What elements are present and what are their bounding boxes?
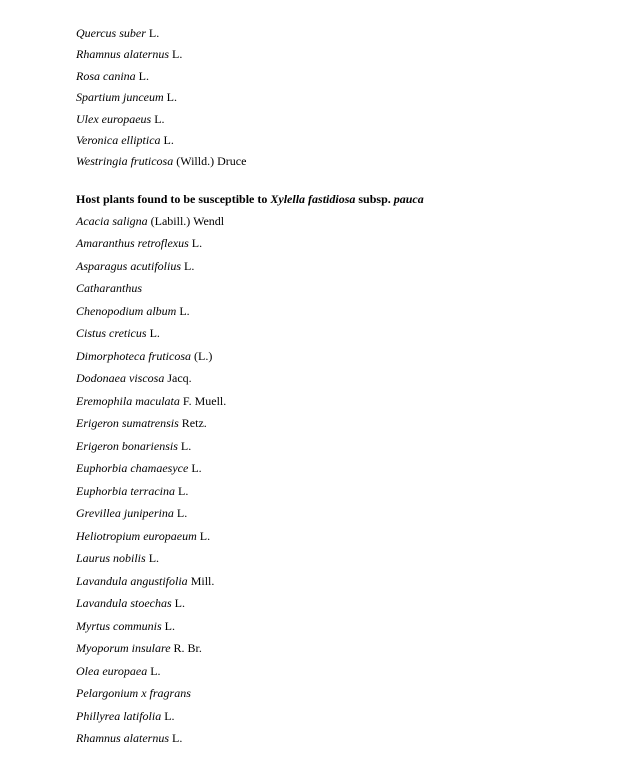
list-item: Lavandula angustifolia Mill. xyxy=(76,573,215,588)
list-item: Acacia saligna (Labill.) Wendl xyxy=(76,213,225,228)
list-item: Catharanthus xyxy=(76,281,143,296)
list-item: Lavandula stoechas L. xyxy=(76,596,186,611)
list-item: Euphorbia terracina L. xyxy=(76,483,189,498)
list-item: Chenopodium album L. xyxy=(76,303,190,318)
list-item: Rhamnus alaternus L. xyxy=(76,731,183,746)
list-item: Ulex europaeus L. xyxy=(76,111,165,126)
list-item: Veronica elliptica L. xyxy=(76,132,174,147)
list-item: Laurus nobilis L. xyxy=(76,551,160,566)
list-item: Quercus suber L. xyxy=(76,26,160,40)
list-item: Myrtus communis L. xyxy=(76,618,176,633)
list-item: Eremophila maculata F. Muell. xyxy=(76,393,227,408)
list-item: Olea europaea L. xyxy=(76,663,161,678)
list-item: Westringia fruticosa (Willd.) Druce xyxy=(76,154,247,169)
plant-list-top xyxy=(76,24,616,174)
list-item: Myoporum insulare R. Br. xyxy=(76,641,202,656)
list-item: Pelargonium x fragrans xyxy=(76,686,191,701)
list-item: Amaranthus retroflexus L. xyxy=(76,236,203,251)
list-item: Spartium junceum L. xyxy=(76,90,177,105)
list-item: Erigeron sumatrensis Retz. xyxy=(76,416,207,431)
list-item: Dodonaea viscosa Jacq. xyxy=(76,371,192,386)
list-item: Dimorphoteca fruticosa (L.) xyxy=(76,348,213,363)
list-item: Heliotropium europaeum L. xyxy=(76,528,211,543)
list-item: Erigeron bonariensis L. xyxy=(76,438,192,453)
list-item: Rosa canina L. xyxy=(76,68,150,83)
list-item: Asparagus acutifolius L. xyxy=(76,258,195,273)
susceptible-plant-list xyxy=(76,212,616,752)
section-heading: Host plants found to be susceptible to Xylella fastidiosa subsp. pauca xyxy=(76,191,424,206)
list-item: Phillyrea latifolia L. xyxy=(76,708,175,723)
list-item: Euphorbia chamaesyce L. xyxy=(76,461,202,476)
document-page xyxy=(76,24,616,752)
list-item: Cistus creticus L. xyxy=(76,326,160,341)
list-item: Grevillea juniperina L. xyxy=(76,506,188,521)
list-item: Rhamnus alaternus L. xyxy=(76,47,183,62)
